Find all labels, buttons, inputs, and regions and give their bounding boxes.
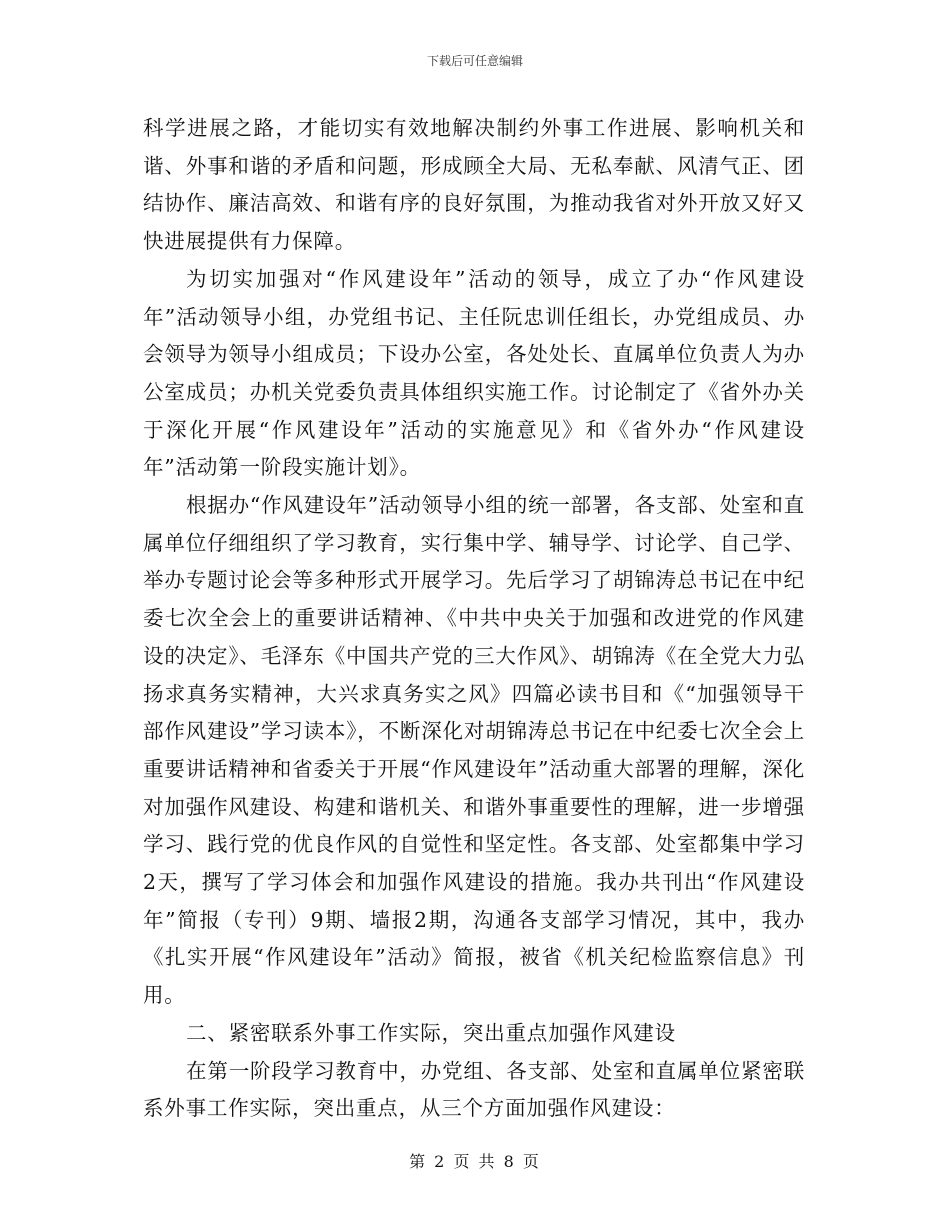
paragraph-first-stage: 在第一阶段学习教育中，办党组、各支部、处室和直属单位紧密联系外事工作实际，突出重点，从三个方面加强作风建设： [143, 1058, 805, 1121]
paragraph-continuation: 科学进展之路，才能切实有效地解决制约外事工作进展、影响机关和谐、外事和谐的矛盾和问题，形成顾全大局、无私奉献、风清气正、团结协作、廉洁高效、和谐有序的良好氛围，为推动我省对外开放又好又快进展提供有力保障。 [143, 116, 805, 254]
paragraph-leadership: 为切实加强对“作风建设年”活动的领导，成立了办“作风建设年”活动领导小组，办党组书记、主任阮忠训任组长，办党组成员、办会领导为领导小组成员；下设办公室，各处处长、直属单位负责人为办公室成员；办机关党委负责具体组织实施工作。讨论制定了《省外办关于深化开展“作风建设年”活动的实施意见》和《省外办“作风建设年”活动第一阶段实施计划》。 [143, 266, 805, 480]
section-heading: 二、紧密联系外事工作实际，突出重点加强作风建设 [186, 1020, 676, 1045]
paragraph-study: 根据办“作风建设年”活动领导小组的统一部署，各支部、处室和直属单位仔细组织了学习教育，实行集中学、辅导学、讨论学、自己学、举办专题讨论会等多种形式开展学习。先后学习了胡锦涛总书记在中纪委七次全会上的重要讲话精神、《中共中央关于加强和改进党的作风建设的决定》、毛泽东《中国共产党的三大作风》、胡锦涛《在全党大力弘扬求真务实精神，大兴求真务实之风》四篇必读书目和《“加强领导干部作风建设”学习读本》，不断深化对胡锦涛总书记在中纪委七次全会上重要讲话精神和省委关于开展“作风建设年”活动重大部署的理解，深化对加强作风建设、构建和谐机关、和谐外事重要性的理解，进一步增强学习、践行党的优良作风的自觉性和坚定性。各支部、处室都集中学习2天，撰写了学习体会和加强作风建设的措施。我办共刊出“作风建设年”简报（专刊）9期、墙报2期，沟通各支部学习情况，其中，我办《扎实开展“作风建设年”活动》简报，被省《机关纪检监察信息》刊用。 [143, 493, 805, 1008]
page-header-note: 下载后可任意编辑 [426, 54, 523, 68]
document-body [143, 110, 805, 1128]
page-number: 第 2 页 共 8 页 [409, 1152, 541, 1171]
